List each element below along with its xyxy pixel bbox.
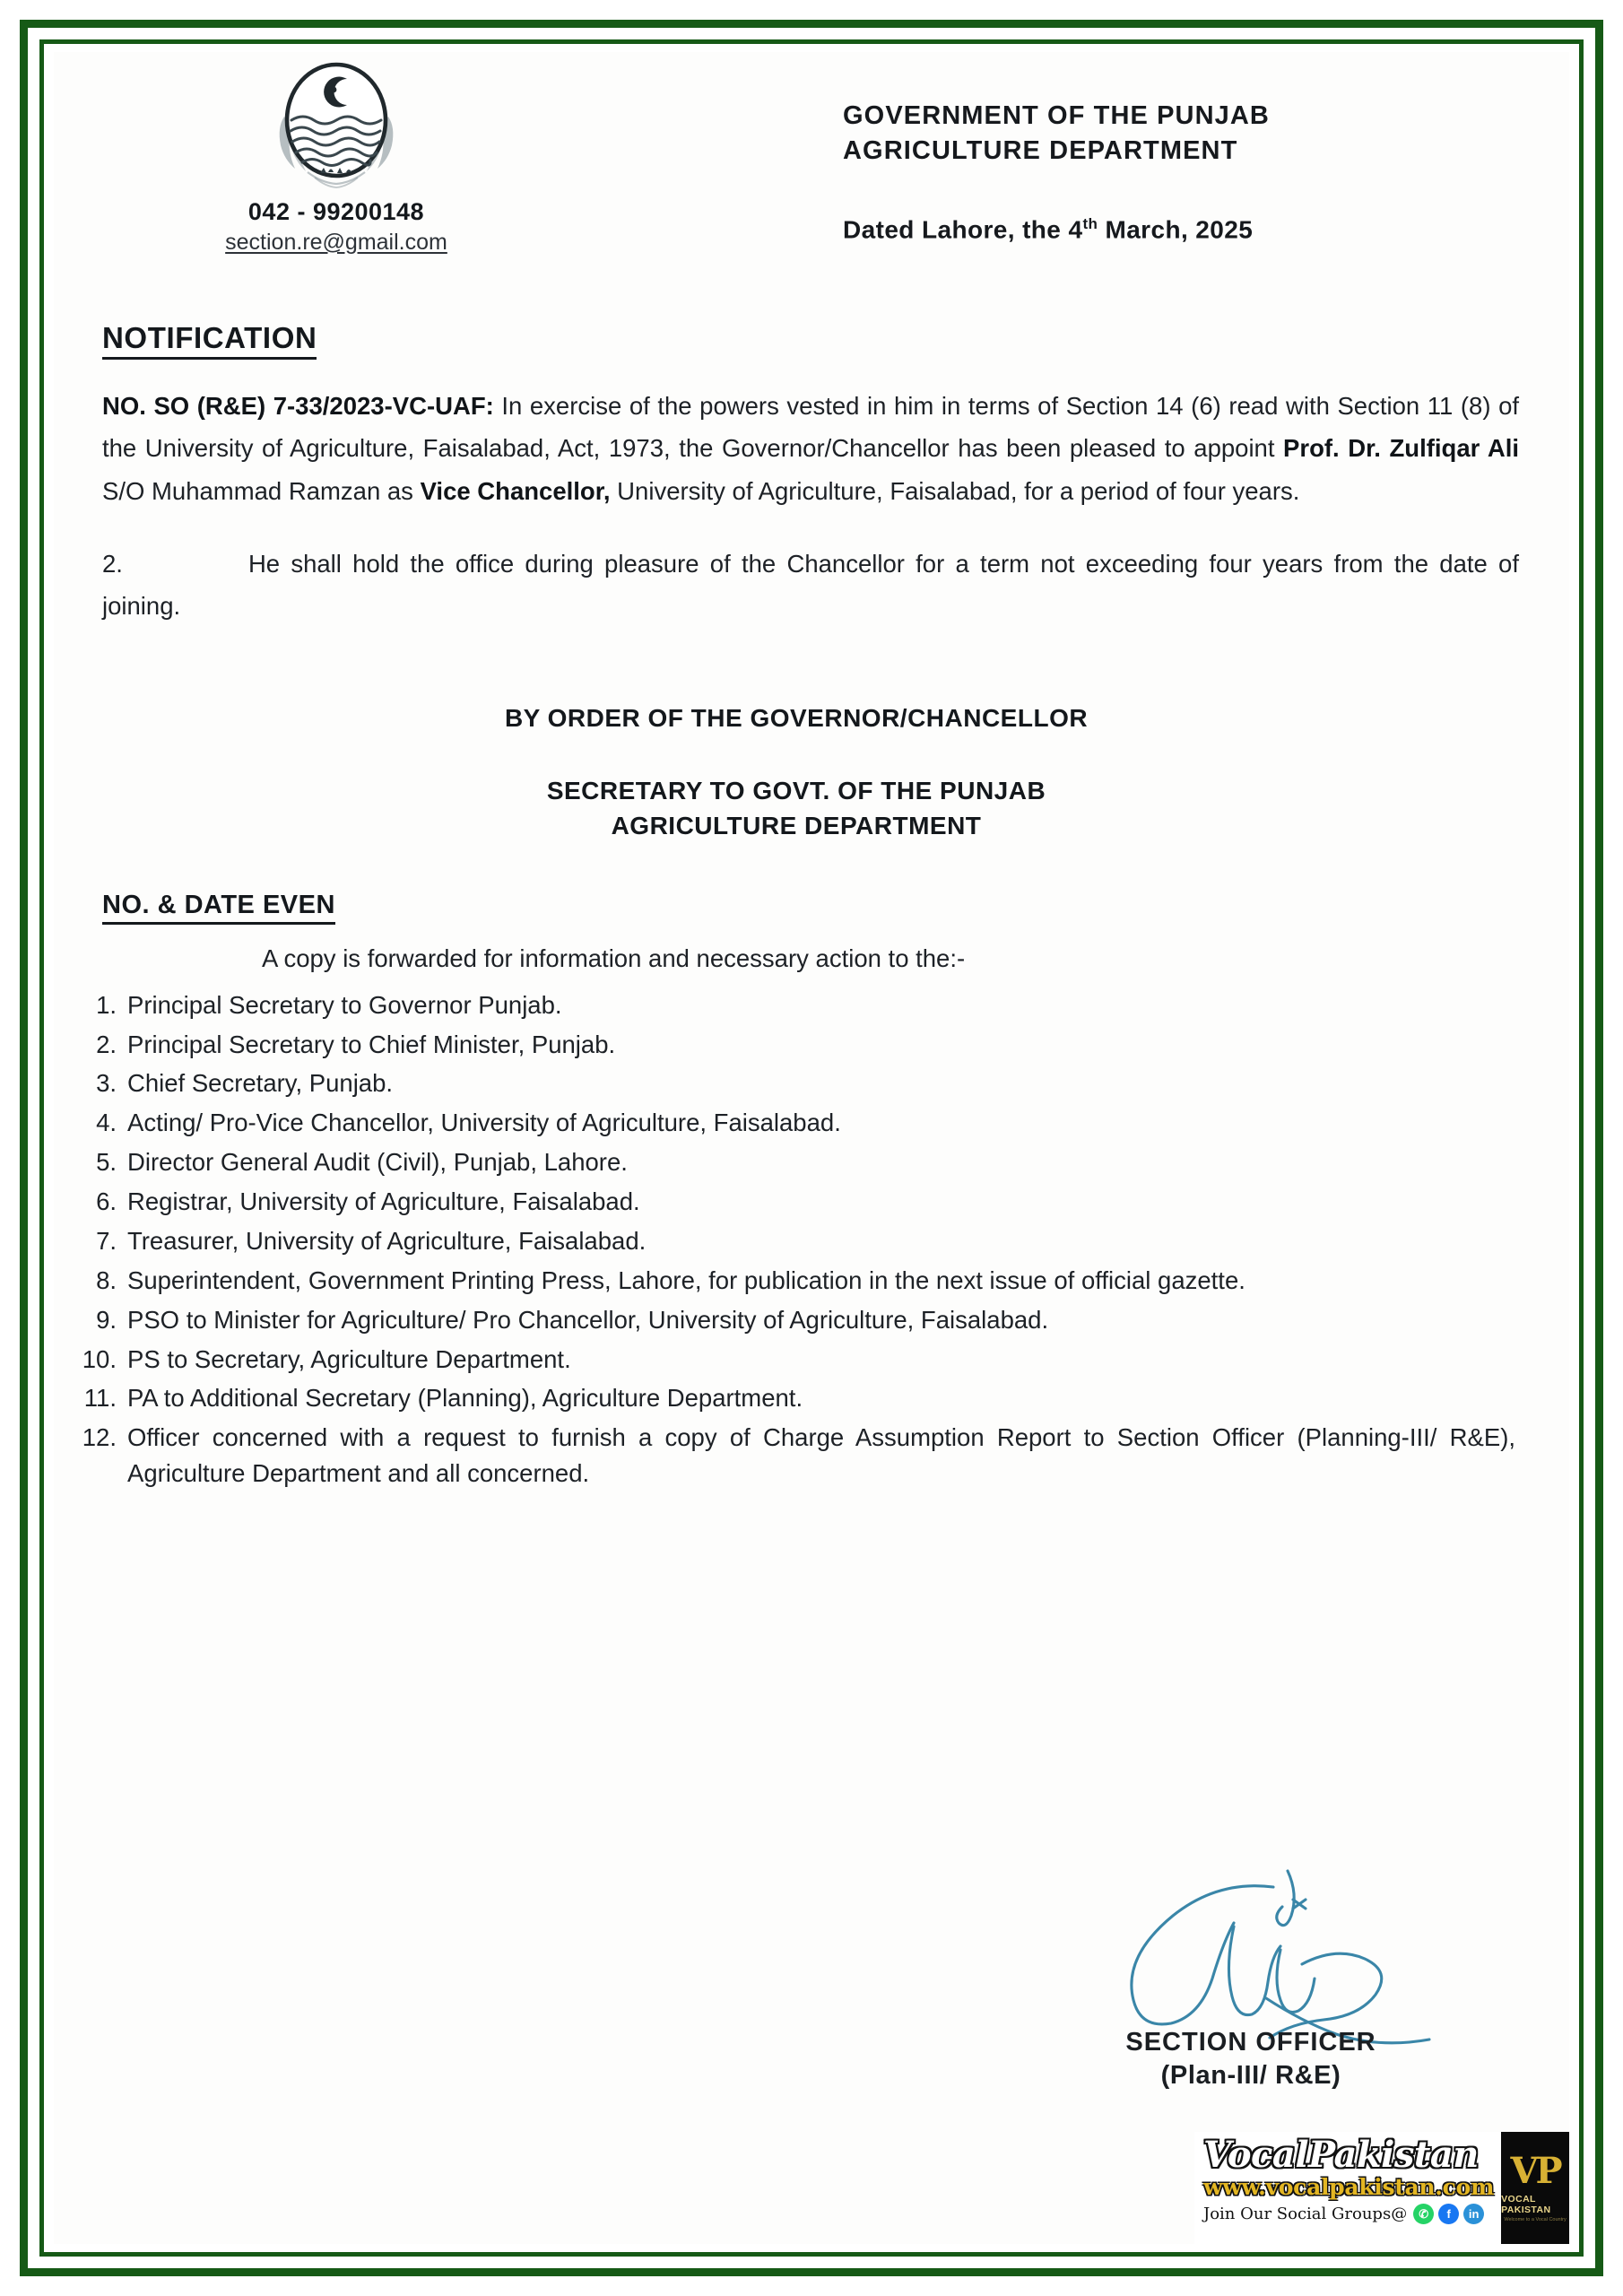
list-item-text: Principal Secretary to Chief Minister, Punjab. — [127, 1030, 616, 1058]
list-item — [72, 1263, 1557, 1299]
logo-name: VOCAL PAKISTAN — [1501, 2194, 1551, 2215]
list-item-text: Officer concerned with a request to furnish a copy of Charge Assumption Report to Section Officer (Planning-III/ R&E), Agriculture Department and all concerned. — [127, 1423, 1515, 1488]
contact-block — [188, 197, 484, 257]
linkedin-icon[interactable]: in — [1463, 2204, 1484, 2224]
list-item — [72, 1065, 1557, 1101]
document-header — [54, 52, 1569, 321]
list-item-text: Superintendent, Government Printing Press, Lahore, for publication in the next issue of official gazette. — [127, 1265, 1245, 1294]
signature-block — [1040, 2026, 1462, 2093]
secretary-line-2: AGRICULTURE DEPARTMENT — [611, 812, 982, 840]
list-item-text: PS to Secretary, Agriculture Department. — [127, 1344, 571, 1373]
list-item-text: Chief Secretary, Punjab. — [127, 1069, 394, 1098]
watermark-url[interactable]: www.vocalpakistan.com — [1203, 2174, 1495, 2200]
body-text-part-1: In exercise of the powers vested in him in terms of Section 14 (6) read with Section 11 (8) of the University of Agriculture, Faisalabad, Act, 1973, the Governor/Chancellor has been pleased to appoint — [102, 392, 1519, 463]
clause-number: 2. — [102, 549, 123, 578]
list-item-text: Acting/ Pro-Vice Chancellor, University of Agriculture, Faisalabad. — [127, 1109, 841, 1137]
distribution-list — [72, 987, 1557, 1492]
list-item-text: PSO to Minister for Agriculture/ Pro Chancellor, University of Agriculture, Faisalabad. — [127, 1305, 1049, 1334]
list-item-text: Registrar, University of Agriculture, Faisalabad. — [127, 1187, 640, 1216]
list-item-text: PA to Additional Secretary (Planning), Agriculture Department. — [127, 1384, 803, 1413]
department-name: AGRICULTURE DEPARTMENT — [843, 136, 1238, 166]
phone-number: 042 - 99200148 — [247, 198, 425, 225]
list-item-number: 4. — [96, 1109, 117, 1137]
list-item-number: 9. — [96, 1305, 117, 1334]
list-item — [72, 1420, 1557, 1492]
notification-clause-2 — [72, 543, 1557, 628]
list-item — [72, 1342, 1557, 1378]
body-text-part-3: University of Agriculture, Faisalabad, for a period of four years. — [610, 476, 1300, 505]
list-item-number: 3. — [96, 1069, 117, 1098]
notification-paragraph — [72, 385, 1557, 512]
government-title-block — [843, 99, 1471, 245]
date-suffix: March, 2025 — [1098, 215, 1254, 244]
distribution-section — [72, 844, 1557, 1492]
clause-text: He shall hold the office during pleasure of the Chancellor for a term not exceeding four years from the date of joining. — [102, 549, 1519, 621]
whatsapp-icon[interactable]: ✆ — [1413, 2204, 1434, 2224]
watermark-social-row — [1203, 2204, 1494, 2224]
list-item — [72, 1144, 1557, 1180]
watermark-join-label: Join Our Social Groups@ — [1203, 2205, 1408, 2224]
page-title: NOTIFICATION — [102, 321, 317, 360]
list-item — [72, 1302, 1557, 1338]
list-item-number: 12. — [82, 1423, 117, 1452]
appointee-name: Prof. Dr. Zulfiqar Ali — [1283, 434, 1519, 463]
reference-number: NO. SO (R&E) 7-33/2023-VC-UAF: — [102, 392, 494, 420]
list-item-number: 7. — [96, 1226, 117, 1255]
list-item — [72, 1184, 1557, 1220]
signatory-title: SECTION OFFICER — [1125, 2027, 1376, 2057]
appointee-post: Vice Chancellor, — [420, 476, 611, 505]
watermark-text-block — [1194, 2132, 1501, 2244]
document-sheet — [54, 52, 1569, 2244]
watermark-brand: VocalPakistan — [1203, 2134, 1479, 2176]
list-item-text: Treasurer, University of Agriculture, Faisalabad. — [127, 1226, 647, 1255]
date-ordinal: th — [1082, 215, 1098, 233]
logo-tagline: Welcome to a Vocal Country — [1504, 2217, 1567, 2222]
document-date — [843, 215, 1471, 244]
document-body — [72, 321, 1557, 1495]
signatory-designation: (Plan-III/ R&E) — [1160, 2061, 1341, 2091]
list-item — [72, 1380, 1557, 1416]
list-item-number: 1. — [96, 990, 117, 1019]
list-item-number: 10. — [82, 1344, 117, 1373]
emblem-and-contact — [188, 52, 484, 257]
authority-block — [72, 704, 1557, 843]
date-prefix: Dated Lahore, the 4 — [843, 215, 1083, 244]
list-item-number: 5. — [96, 1148, 117, 1177]
secretary-line-1: SECRETARY TO GOVT. OF THE PUNJAB — [546, 777, 1046, 805]
punjab-government-emblem-icon — [268, 52, 404, 196]
list-item-text: Principal Secretary to Governor Punjab. — [127, 990, 562, 1019]
by-order-line: BY ORDER OF THE GOVERNOR/CHANCELLOR — [504, 704, 1089, 733]
list-item — [72, 1027, 1557, 1063]
watermark-banner — [1194, 2132, 1569, 2244]
list-item — [72, 1105, 1557, 1141]
list-item-number: 8. — [96, 1265, 117, 1294]
list-item — [72, 987, 1557, 1023]
list-item-number: 11. — [83, 1384, 117, 1413]
list-item — [72, 1223, 1557, 1259]
logo-monogram: VP — [1510, 2150, 1560, 2192]
list-item-number: 2. — [96, 1030, 117, 1058]
distribution-heading: NO. & DATE EVEN — [102, 891, 335, 925]
list-item-number: 6. — [96, 1187, 117, 1216]
forwarding-line: A copy is forwarded for information and necessary action to the:- — [262, 944, 966, 972]
body-text-part-2: S/O Muhammad Ramzan as — [102, 476, 421, 505]
list-item-text: Director General Audit (Civil), Punjab, Lahore. — [127, 1148, 628, 1177]
secretary-block — [72, 774, 1521, 843]
email-address: section.re@gmail.com — [225, 229, 447, 255]
facebook-icon[interactable]: f — [1438, 2204, 1459, 2224]
social-icons — [1413, 2204, 1484, 2224]
government-name: GOVERNMENT OF THE PUNJAB — [843, 101, 1270, 130]
vocal-pakistan-logo — [1501, 2132, 1569, 2244]
